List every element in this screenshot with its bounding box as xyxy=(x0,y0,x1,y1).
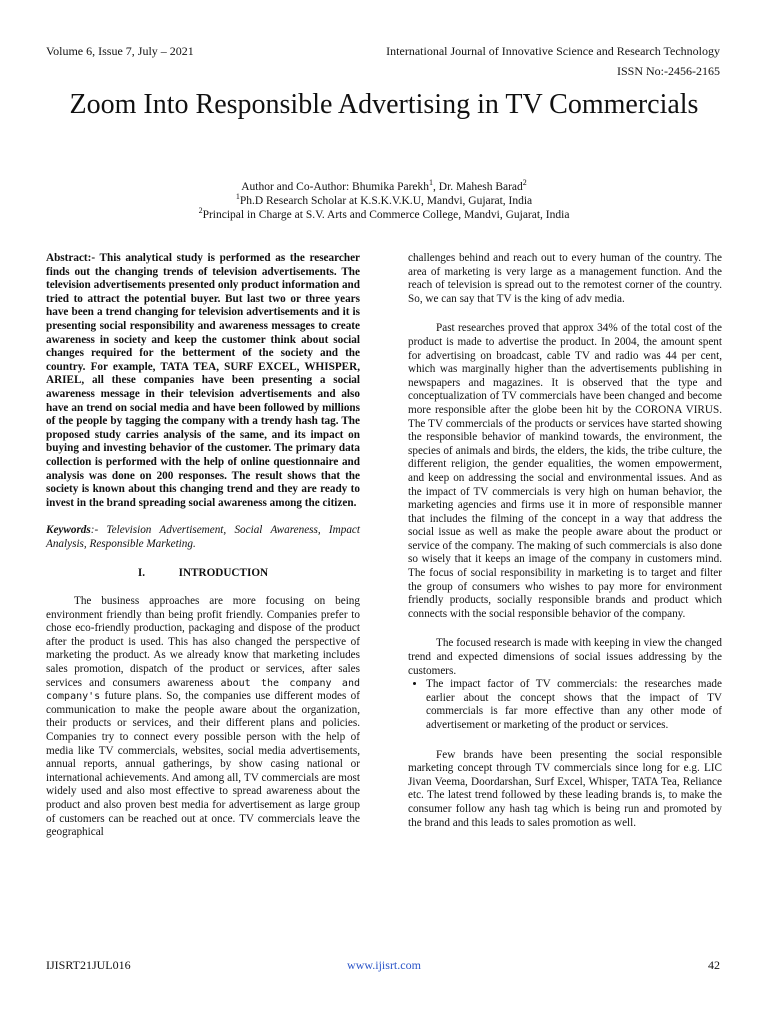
section-title: INTRODUCTION xyxy=(178,567,269,580)
affiliation-2-text: Principal in Charge at S.V. Arts and Commerce College, Mandvi, Gujarat, India xyxy=(202,209,570,221)
author-sup-1: 1 xyxy=(429,178,434,188)
paragraph-focused-research: The focused research is made with keeping in view the changed trend and expected dimensions of social issues addressing by the customers. xyxy=(408,637,722,677)
volume-issue: Volume 6, Issue 7, July – 2021 xyxy=(46,44,194,58)
footer-page-number: 42 xyxy=(708,958,720,972)
affiliation-1-text: Ph.D Research Scholar at K.S.K.V.K.U, Mandvi, Gujarat, India xyxy=(239,195,533,207)
continued-paragraph: challenges behind and reach out to every human of the country. The area of marketing is very large as a management function. And the reach of television is spread out to the remotest corner of the country. So, we can say that TV is the king of adv media. xyxy=(408,252,722,305)
keywords-text: :- Television Advertisement, Social Awareness, Impact Analysis, Responsible Marketing. xyxy=(46,524,360,550)
bullet-list xyxy=(408,678,722,732)
author-mid: , Dr. Mahesh Barad xyxy=(433,181,523,193)
section-heading xyxy=(46,567,360,581)
intro-text-2: future plans. So, the companies use different modes of communication to make the people aware about the organization, their products or services, and their different plans and policies. Companies try to connect every possible person with the help of media like TV commercials, websites, social media advertisements, annual reports, annual gatherings, by show casing national or international achievements. And among all, TV commercials are most widely used and also most effective to spread awareness about the product and also proven best media for advertisement as large group of customers can be reached out at once. TV commercials leave the geographical xyxy=(46,690,360,839)
keywords-label: Keywords xyxy=(46,524,91,537)
intro-text-1: The business approaches are more focusing on being environment friendly than being profit friendly. Companies prefer to chose eco-friendly production, packaging and dispose of the product after the product is used. This has also changed the perspective of marketing the product. As we already know that marketing includes sales promotion, dispatch of the product or services, after sales services and consumers awareness xyxy=(46,595,360,689)
affiliation-1-sup: 1 xyxy=(235,192,240,202)
issn-number: ISSN No:-2456-2165 xyxy=(616,64,720,78)
section-number: I. xyxy=(137,567,146,580)
author-block xyxy=(60,180,708,222)
footer-website-link[interactable]: www.ijisrt.com xyxy=(347,958,421,972)
paragraph-brands: Few brands have been presenting the social responsible marketing concept through TV commercials since long for e.g. LIC Jivan Veema, Doordarshan, Surf Excel, Whisper, TATA Tea, Reliance etc. The latest trend followed by these leading brands is, to make the consumer follow any hash tag which is being run and promoted by the brand and this leads to sales promotion as well. xyxy=(408,748,722,829)
author-sup-2: 2 xyxy=(522,178,527,188)
paper-title: Zoom Into Responsible Advertising in TV Commercials xyxy=(69,89,699,120)
footer-paper-code: IJISRT21JUL016 xyxy=(46,958,131,972)
author-line xyxy=(60,180,708,194)
affiliation-2-sup: 2 xyxy=(198,206,203,216)
abstract: Abstract:- This analytical study is performed as the researcher finds out the changing trends of television advertisements. The television advertisements presented only product information and tried to attract the potential buyer. But last two or three years have been a trend changing for television advertisements and it is presenting social responsibility and awareness messages to create awareness in society and keep the customer think about social changes required for the betterment of the society and the country. For example, TATA TEA, SURF EXCEL, WHISPER, ARIEL, all these companies have been presenting a social awareness message in their television advertisements and also have an trend on social media and have been followed by millions of the people by tagging the company with a trendy hash tag. The proposed study carries analysis of the same, and its impact on buying and investing behavior of the customer. The primary data collection is performed with the help of online questionnaire and analysis was done on 200 responses. The result shows that the society is known about this changing trend and they are ready to invest in the brand spreading social awareness among the citizen. xyxy=(46,252,360,509)
intro-text-mono: about the company and company's xyxy=(46,677,360,703)
journal-name: International Journal of Innovative Science and Research Technology xyxy=(386,44,720,58)
bullet-item: • The impact factor of TV commercials: the researches made earlier about the concept shows that the impact of TV commercials is far more effective than any other mode of advertisement or marketing of the product or services. xyxy=(426,678,722,732)
right-column xyxy=(408,252,722,830)
affiliation-2 xyxy=(60,208,708,222)
intro-paragraph xyxy=(46,595,360,840)
affiliation-1 xyxy=(60,194,708,208)
left-column xyxy=(46,252,360,840)
author-prefix: Author and Co-Author: Bhumika Parekh xyxy=(241,181,430,193)
keywords xyxy=(46,524,360,551)
paragraph-past-research: Past researches proved that approx 34% of the total cost of the product is made to advertise the product. In 2004, the amount spent for advertising on broadcast, cable TV and radio was 44 per cent, which was marginally higher than the advertisements publishing in newspapers and magazines. It is observed that the type and conceptualization of TV commercials have been changed and become more responsible after the globe been hit by the CORONA VIRUS. The TV commercials of the products or services have started showing the responsible behavior of mankind towards, the environment, the species of animals and birds, the elders, the kids, the tribe culture, the different religion, the gender equalities, the women empowerment, and keep on addressing the social and environmental issues. And as the impact of TV commercials is very high on human behavior, the marketing agencies and firms use it in more of responsible manner that includes the filming of the concept in a way that address the social issue as well as make the people aware about the product or service of the company. The making of such commercials is also done so wisely that it keeps an image of the company in customers mind. The focus of social responsibility in marketing is to target and filter the group of consumers who wishes to pay more for environment friendly products, socially responsible brands and product which connects with the social responsible behavior of the company. xyxy=(408,322,722,620)
